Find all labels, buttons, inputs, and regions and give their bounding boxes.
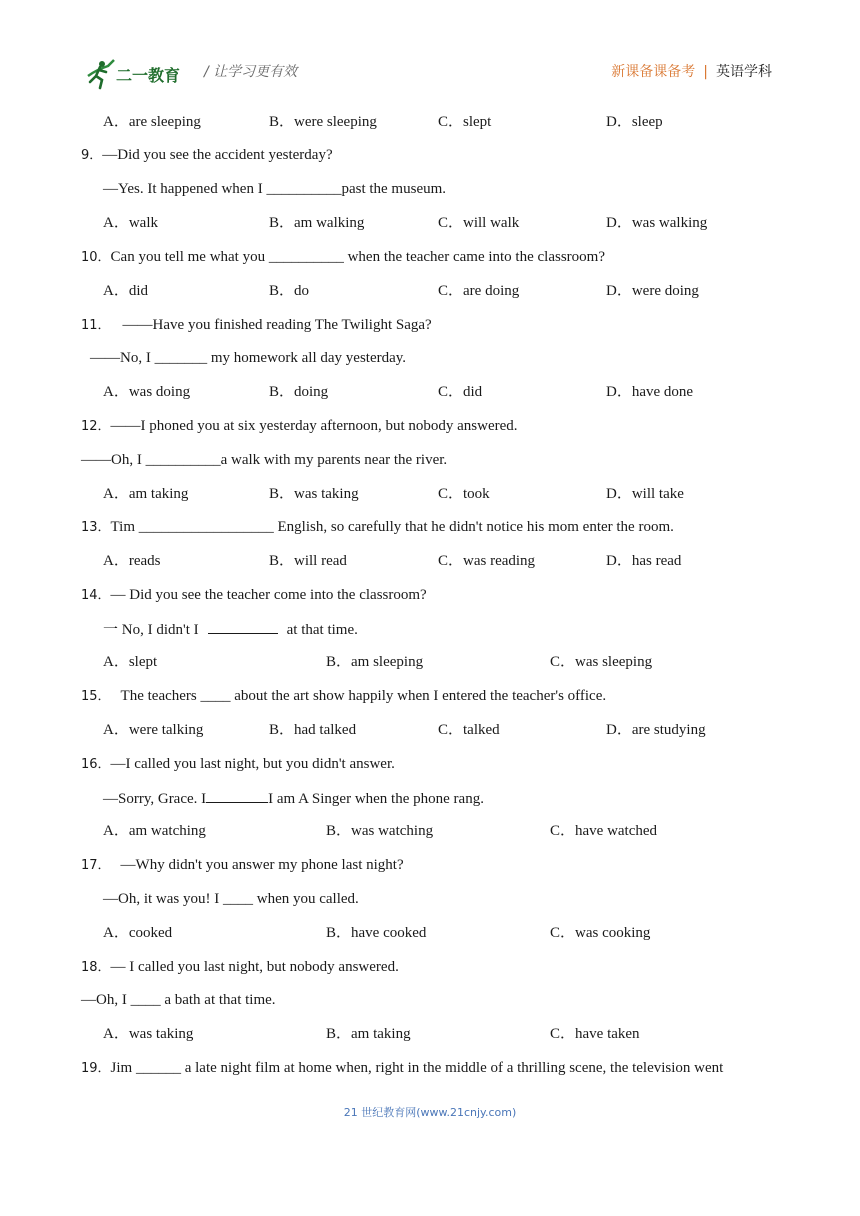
- question-text: I am A Singer when the phone rang.: [268, 791, 484, 807]
- option-b: B．doing: [269, 384, 329, 400]
- option-c: C．did: [438, 384, 483, 400]
- option-b: B．was watching: [326, 823, 434, 839]
- option-a: A．slept: [103, 654, 158, 670]
- question-18: [81, 957, 399, 977]
- question-number: 13．: [81, 520, 111, 535]
- question-13: [81, 517, 674, 537]
- question-line: ——Oh, I __________a walk with my parents near the river.: [81, 452, 448, 468]
- option-c: C．was reading: [438, 553, 536, 569]
- option-d: D．has read: [606, 553, 682, 569]
- option-a: A．am taking: [103, 486, 189, 502]
- question-text: —I called you last night, but you didn't answer.: [110, 756, 395, 772]
- option-c: C．talked: [438, 722, 500, 738]
- question-text: — Did you see the teacher come into the classroom?: [110, 587, 427, 603]
- option-a: A．cooked: [103, 925, 173, 941]
- question-17: [81, 855, 404, 875]
- option-b: B．am taking: [326, 1026, 411, 1042]
- question-16: [81, 754, 395, 774]
- option-a: A．was taking: [103, 1026, 194, 1042]
- option-b: B．were sleeping: [269, 114, 377, 130]
- option-b: B．do: [269, 283, 310, 299]
- option-c: C．have watched: [550, 823, 658, 839]
- header-course-label: 新课备课备考: [611, 64, 696, 80]
- option-b: B．have cooked: [326, 925, 427, 941]
- question-text: —Did you see the accident yesterday?: [102, 147, 333, 163]
- option-c: C．are doing: [438, 283, 520, 299]
- option-b: B．am walking: [269, 215, 365, 231]
- answer-blank: [208, 619, 278, 634]
- option-b: B．am sleeping: [326, 654, 424, 670]
- option-d: D．were doing: [606, 283, 699, 299]
- option-c: C．slept: [438, 114, 492, 130]
- question-text: ——Have you finished reading The Twilight Saga?: [122, 317, 432, 333]
- question-number: 12．: [81, 419, 111, 434]
- question-9: [81, 145, 333, 165]
- option-b: B．was taking: [269, 486, 359, 502]
- option-d: D．sleep: [606, 114, 663, 130]
- question-line: —Oh, I ____ a bath at that time.: [81, 992, 276, 1008]
- question-text: Jim ______ a late night film at home when, right in the middle of a thrilling scene, the television went: [110, 1060, 724, 1076]
- option-a: A．are sleeping: [103, 114, 201, 130]
- question-number: 15．: [81, 689, 111, 704]
- option-d: D．was walking: [606, 215, 708, 231]
- answer-blank: [206, 788, 268, 803]
- option-d: D．will take: [606, 486, 684, 502]
- question-text: —Why didn't you answer my phone last night?: [120, 857, 404, 873]
- option-d: D．are studying: [606, 722, 706, 738]
- option-c: C．will walk: [438, 215, 520, 231]
- option-a: A．am watching: [103, 823, 206, 839]
- runner-icon: [86, 56, 116, 90]
- question-10: [81, 247, 605, 267]
- question-text: 一 No, I didn't I: [103, 622, 199, 638]
- question-number: 18．: [81, 960, 111, 975]
- question-number: 11．: [81, 318, 111, 333]
- question-text: —Sorry, Grace. I: [103, 791, 207, 807]
- question-text: The teachers ____ about the art show happily when I entered the teacher's office.: [120, 688, 607, 704]
- question-text: Tim __________________ English, so carefully that he didn't notice his mom enter the room.: [110, 519, 674, 535]
- logo-text: 二一教育: [116, 66, 181, 85]
- option-a: A．were talking: [103, 722, 204, 738]
- page-footer: 21 世纪教育网(www.21cnjy.com): [343, 1106, 517, 1119]
- option-c: C．took: [438, 486, 490, 502]
- question-number: 14．: [81, 588, 111, 603]
- header-separator: |: [703, 64, 708, 80]
- question-text: at that time.: [286, 622, 358, 638]
- slogan: / 让学习更有效: [204, 64, 298, 80]
- question-line: —Oh, it was you! I ____ when you called.: [103, 891, 359, 907]
- option-b: B．will read: [269, 553, 347, 569]
- question-line: ——No, I _______ my homework all day yesterday.: [90, 350, 407, 366]
- question-line: [103, 788, 484, 808]
- question-11: [81, 315, 432, 335]
- header-subject: [611, 61, 772, 81]
- question-14: [81, 585, 427, 605]
- option-a: A．reads: [103, 553, 161, 569]
- page-header: [0, 0, 860, 100]
- question-19: [81, 1058, 723, 1078]
- option-d: D．have done: [606, 384, 694, 400]
- option-a: A．did: [103, 283, 149, 299]
- question-15: [81, 686, 606, 706]
- question-number: 19．: [81, 1061, 111, 1076]
- question-number: 17．: [81, 858, 111, 873]
- logo: [86, 56, 194, 90]
- option-c: C．was sleeping: [550, 654, 653, 670]
- option-c: C．was cooking: [550, 925, 651, 941]
- question-text: ——I phoned you at six yesterday afternoon, but nobody answered.: [110, 418, 518, 434]
- question-number: 16．: [81, 757, 111, 772]
- option-a: A．was doing: [103, 384, 191, 400]
- question-12: [81, 416, 518, 436]
- question-number: 10．: [81, 250, 111, 265]
- question-line: [103, 619, 358, 639]
- question-text: Can you tell me what you __________ when the teacher came into the classroom?: [110, 249, 605, 265]
- question-line: —Yes. It happened when I __________past the museum.: [103, 181, 447, 197]
- option-b: B．had talked: [269, 722, 357, 738]
- question-text: — I called you last night, but nobody answered.: [110, 959, 399, 975]
- header-subject-label: 英语学科: [716, 64, 772, 80]
- question-number: 9．: [81, 148, 103, 163]
- option-c: C．have taken: [550, 1026, 640, 1042]
- option-a: A．walk: [103, 215, 158, 231]
